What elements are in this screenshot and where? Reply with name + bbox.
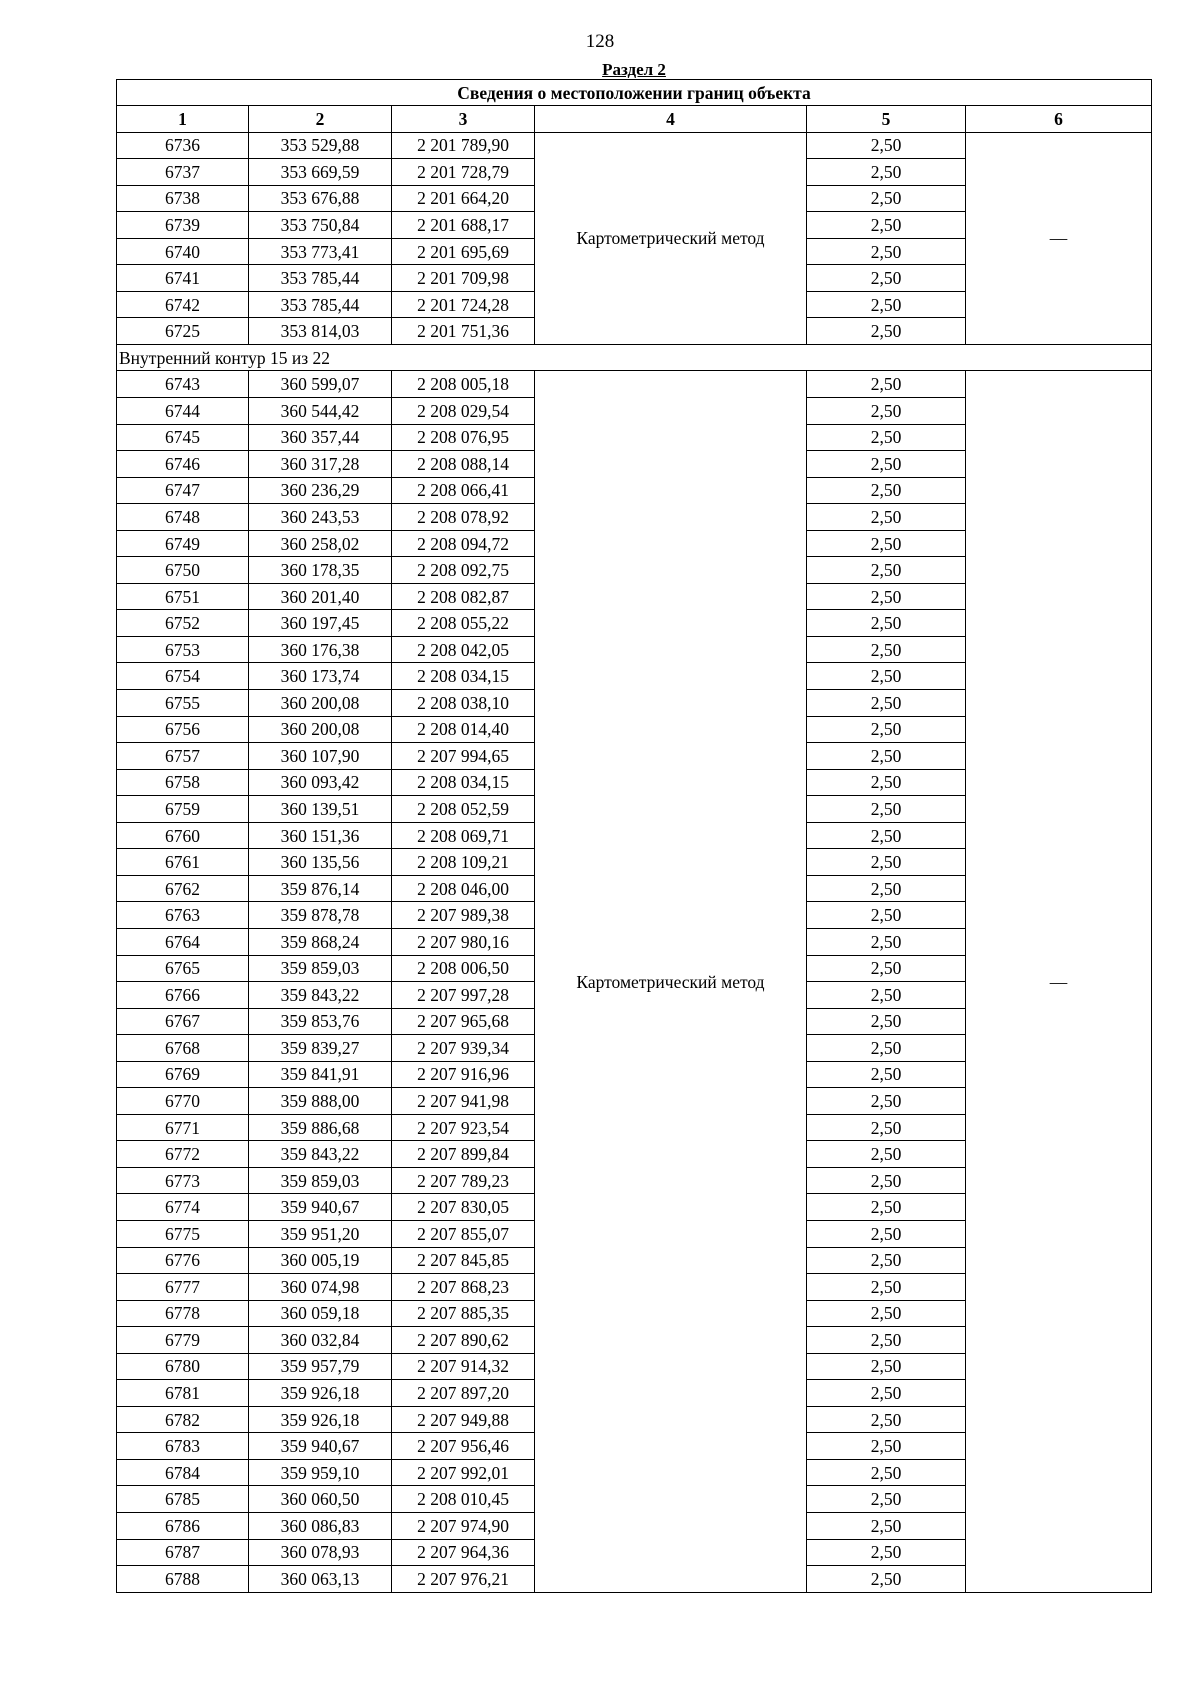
- accuracy-value: 2,50: [807, 1061, 966, 1088]
- accuracy-value: 2,50: [807, 902, 966, 929]
- coordinate-x: 359 886,68: [249, 1114, 392, 1141]
- accuracy-value: 2,50: [807, 663, 966, 690]
- contour-label-row: [117, 344, 1152, 371]
- coordinate-y: 2 208 006,50: [392, 955, 535, 982]
- accuracy-value: 2,50: [807, 1380, 966, 1407]
- coordinate-y: 2 207 885,35: [392, 1300, 535, 1327]
- coordinate-x: 360 093,42: [249, 769, 392, 796]
- coordinate-y: 2 201 695,69: [392, 238, 535, 265]
- accuracy-value: 2,50: [807, 371, 966, 398]
- coordinate-x: 353 785,44: [249, 265, 392, 292]
- accuracy-value: 2,50: [807, 185, 966, 212]
- coordinate-y: 2 208 029,54: [392, 398, 535, 425]
- coordinate-y: 2 208 042,05: [392, 636, 535, 663]
- point-number: 6768: [117, 1035, 249, 1062]
- accuracy-value: 2,50: [807, 1220, 966, 1247]
- point-number: 6762: [117, 875, 249, 902]
- accuracy-value: 2,50: [807, 716, 966, 743]
- accuracy-value: 2,50: [807, 1088, 966, 1115]
- point-number: 6788: [117, 1566, 249, 1593]
- accuracy-value: 2,50: [807, 849, 966, 876]
- coordinate-x: 359 940,67: [249, 1194, 392, 1221]
- accuracy-value: 2,50: [807, 132, 966, 159]
- accuracy-value: 2,50: [807, 265, 966, 292]
- coordinate-y: 2 208 082,87: [392, 583, 535, 610]
- accuracy-value: 2,50: [807, 1194, 966, 1221]
- point-number: 6778: [117, 1300, 249, 1327]
- accuracy-value: 2,50: [807, 928, 966, 955]
- coordinate-x: 360 197,45: [249, 610, 392, 637]
- coordinate-y: 2 208 109,21: [392, 849, 535, 876]
- coordinate-y: 2 208 055,22: [392, 610, 535, 637]
- table-row: [117, 371, 1152, 398]
- coordinate-y: 2 207 789,23: [392, 1167, 535, 1194]
- coordinate-x: 353 750,84: [249, 212, 392, 239]
- point-number: 6742: [117, 291, 249, 318]
- accuracy-value: 2,50: [807, 1327, 966, 1354]
- point-number: 6782: [117, 1406, 249, 1433]
- accuracy-value: 2,50: [807, 530, 966, 557]
- coordinate-x: 353 669,59: [249, 159, 392, 186]
- coordinate-y: 2 201 724,28: [392, 291, 535, 318]
- coordinate-x: 359 926,18: [249, 1380, 392, 1407]
- point-number: 6785: [117, 1486, 249, 1513]
- coordinate-y: 2 208 069,71: [392, 822, 535, 849]
- coordinate-x: 359 957,79: [249, 1353, 392, 1380]
- coordinate-x: 360 032,84: [249, 1327, 392, 1354]
- coordinate-x: 360 357,44: [249, 424, 392, 451]
- coordinate-x: 360 151,36: [249, 822, 392, 849]
- accuracy-value: 2,50: [807, 1512, 966, 1539]
- table-caption-row: [117, 80, 1152, 106]
- coordinate-x: 360 236,29: [249, 477, 392, 504]
- coordinate-y: 2 207 897,20: [392, 1380, 535, 1407]
- coordinate-x: 359 878,78: [249, 902, 392, 929]
- point-number: 6760: [117, 822, 249, 849]
- accuracy-value: 2,50: [807, 1167, 966, 1194]
- accuracy-value: 2,50: [807, 796, 966, 823]
- point-number: 6775: [117, 1220, 249, 1247]
- point-number: 6766: [117, 982, 249, 1009]
- coordinate-y: 2 207 989,38: [392, 902, 535, 929]
- point-number: 6755: [117, 690, 249, 717]
- column-header: 6: [966, 106, 1152, 133]
- coordinate-y: 2 201 728,79: [392, 159, 535, 186]
- accuracy-value: 2,50: [807, 1035, 966, 1062]
- table-row: [117, 132, 1152, 159]
- accuracy-value: 2,50: [807, 238, 966, 265]
- coordinate-y: 2 201 688,17: [392, 212, 535, 239]
- point-number: 6779: [117, 1327, 249, 1354]
- coordinate-y: 2 208 014,40: [392, 716, 535, 743]
- accuracy-value: 2,50: [807, 451, 966, 478]
- accuracy-value: 2,50: [807, 1247, 966, 1274]
- accuracy-value: 2,50: [807, 291, 966, 318]
- column-6-cell: —: [966, 371, 1152, 1592]
- coordinate-y: 2 207 949,88: [392, 1406, 535, 1433]
- coordinate-y: 2 207 916,96: [392, 1061, 535, 1088]
- point-number: 6747: [117, 477, 249, 504]
- accuracy-value: 2,50: [807, 318, 966, 345]
- coordinate-x: 360 599,07: [249, 371, 392, 398]
- table-head: [117, 80, 1152, 133]
- accuracy-value: 2,50: [807, 1141, 966, 1168]
- coordinate-x: 359 868,24: [249, 928, 392, 955]
- coordinate-x: 360 086,83: [249, 1512, 392, 1539]
- coordinate-y: 2 207 956,46: [392, 1433, 535, 1460]
- coordinate-x: 359 959,10: [249, 1459, 392, 1486]
- accuracy-value: 2,50: [807, 1486, 966, 1513]
- coordinate-y: 2 207 994,65: [392, 743, 535, 770]
- point-number: 6748: [117, 504, 249, 531]
- coordinate-y: 2 207 845,85: [392, 1247, 535, 1274]
- point-number: 6756: [117, 716, 249, 743]
- table-caption: Сведения о местоположении границ объекта: [117, 80, 1152, 106]
- point-number: 6754: [117, 663, 249, 690]
- point-number: 6774: [117, 1194, 249, 1221]
- accuracy-value: 2,50: [807, 822, 966, 849]
- coordinate-y: 2 207 941,98: [392, 1088, 535, 1115]
- accuracy-value: 2,50: [807, 690, 966, 717]
- coordinate-x: 360 200,08: [249, 716, 392, 743]
- point-number: 6745: [117, 424, 249, 451]
- coordinate-y: 2 207 890,62: [392, 1327, 535, 1354]
- coordinate-x: 353 785,44: [249, 291, 392, 318]
- coordinate-y: 2 208 010,45: [392, 1486, 535, 1513]
- section-title: Раздел 2: [602, 60, 666, 79]
- coordinate-x: 353 529,88: [249, 132, 392, 159]
- coordinate-y: 2 207 830,05: [392, 1194, 535, 1221]
- coordinate-y: 2 208 094,72: [392, 530, 535, 557]
- accuracy-value: 2,50: [807, 212, 966, 239]
- point-number: 6758: [117, 769, 249, 796]
- accuracy-value: 2,50: [807, 955, 966, 982]
- coordinate-x: 353 676,88: [249, 185, 392, 212]
- coordinate-y: 2 207 992,01: [392, 1459, 535, 1486]
- coordinate-y: 2 207 976,21: [392, 1566, 535, 1593]
- table-body: [117, 132, 1152, 1592]
- coordinate-y: 2 201 751,36: [392, 318, 535, 345]
- point-number: 6741: [117, 265, 249, 292]
- coordinate-x: 360 176,38: [249, 636, 392, 663]
- column-header: 5: [807, 106, 966, 133]
- point-number: 6763: [117, 902, 249, 929]
- point-number: 6787: [117, 1539, 249, 1566]
- point-number: 6751: [117, 583, 249, 610]
- point-number: 6773: [117, 1167, 249, 1194]
- accuracy-value: 2,50: [807, 398, 966, 425]
- point-number: 6725: [117, 318, 249, 345]
- accuracy-value: 2,50: [807, 743, 966, 770]
- column-header: 3: [392, 106, 535, 133]
- coordinate-x: 360 317,28: [249, 451, 392, 478]
- point-number: 6765: [117, 955, 249, 982]
- point-number: 6761: [117, 849, 249, 876]
- coordinate-y: 2 208 088,14: [392, 451, 535, 478]
- coordinate-x: 360 078,93: [249, 1539, 392, 1566]
- coordinate-y: 2 208 078,92: [392, 504, 535, 531]
- point-number: 6740: [117, 238, 249, 265]
- coordinate-x: 359 926,18: [249, 1406, 392, 1433]
- accuracy-value: 2,50: [807, 504, 966, 531]
- point-number: 6746: [117, 451, 249, 478]
- accuracy-value: 2,50: [807, 610, 966, 637]
- coordinate-y: 2 208 005,18: [392, 371, 535, 398]
- coordinate-x: 353 814,03: [249, 318, 392, 345]
- coordinate-y: 2 201 664,20: [392, 185, 535, 212]
- coordinate-y: 2 207 923,54: [392, 1114, 535, 1141]
- accuracy-value: 2,50: [807, 769, 966, 796]
- coordinate-x: 360 059,18: [249, 1300, 392, 1327]
- coordinate-x: 360 060,50: [249, 1486, 392, 1513]
- coordinate-y: 2 207 914,32: [392, 1353, 535, 1380]
- coordinate-x: 360 139,51: [249, 796, 392, 823]
- coordinate-x: 360 200,08: [249, 690, 392, 717]
- accuracy-value: 2,50: [807, 1008, 966, 1035]
- point-number: 6786: [117, 1512, 249, 1539]
- contour-label: Внутренний контур 15 из 22: [117, 344, 1152, 371]
- coordinate-x: 360 258,02: [249, 530, 392, 557]
- accuracy-value: 2,50: [807, 1300, 966, 1327]
- point-number: 6737: [117, 159, 249, 186]
- accuracy-value: 2,50: [807, 1566, 966, 1593]
- accuracy-value: 2,50: [807, 875, 966, 902]
- coordinate-x: 360 135,56: [249, 849, 392, 876]
- coordinate-y: 2 207 965,68: [392, 1008, 535, 1035]
- point-number: 6753: [117, 636, 249, 663]
- point-number: 6752: [117, 610, 249, 637]
- coordinate-x: 360 243,53: [249, 504, 392, 531]
- accuracy-value: 2,50: [807, 583, 966, 610]
- accuracy-value: 2,50: [807, 1406, 966, 1433]
- coordinate-x: 359 843,22: [249, 982, 392, 1009]
- page-number: 128: [585, 31, 615, 52]
- point-number: 6764: [117, 928, 249, 955]
- point-number: 6736: [117, 132, 249, 159]
- coordinate-x: 359 841,91: [249, 1061, 392, 1088]
- accuracy-value: 2,50: [807, 424, 966, 451]
- point-number: 6770: [117, 1088, 249, 1115]
- accuracy-value: 2,50: [807, 982, 966, 1009]
- boundary-coordinates-table: [116, 79, 1152, 1593]
- accuracy-value: 2,50: [807, 1539, 966, 1566]
- point-number: 6743: [117, 371, 249, 398]
- coordinate-y: 2 207 855,07: [392, 1220, 535, 1247]
- coordinate-y: 2 207 980,16: [392, 928, 535, 955]
- accuracy-value: 2,50: [807, 636, 966, 663]
- accuracy-value: 2,50: [807, 1114, 966, 1141]
- coordinate-x: 359 876,14: [249, 875, 392, 902]
- accuracy-value: 2,50: [807, 159, 966, 186]
- point-number: 6769: [117, 1061, 249, 1088]
- column-header-row: [117, 106, 1152, 133]
- coordinate-x: 359 951,20: [249, 1220, 392, 1247]
- coordinate-y: 2 208 034,15: [392, 769, 535, 796]
- coordinate-x: 360 544,42: [249, 398, 392, 425]
- point-number: 6784: [117, 1459, 249, 1486]
- coordinate-x: 360 063,13: [249, 1566, 392, 1593]
- coordinate-x: 360 178,35: [249, 557, 392, 584]
- point-number: 6780: [117, 1353, 249, 1380]
- accuracy-value: 2,50: [807, 1433, 966, 1460]
- coordinate-x: 360 005,19: [249, 1247, 392, 1274]
- coordinate-x: 359 859,03: [249, 1167, 392, 1194]
- point-number: 6783: [117, 1433, 249, 1460]
- coordinate-y: 2 201 789,90: [392, 132, 535, 159]
- column-header: 1: [117, 106, 249, 133]
- coordinate-x: 359 853,76: [249, 1008, 392, 1035]
- coordinate-x: 360 201,40: [249, 583, 392, 610]
- coordinate-y: 2 207 939,34: [392, 1035, 535, 1062]
- column-header: 2: [249, 106, 392, 133]
- coordinate-x: 360 107,90: [249, 743, 392, 770]
- coordinate-y: 2 207 899,84: [392, 1141, 535, 1168]
- coordinate-x: 360 074,98: [249, 1274, 392, 1301]
- point-number: 6744: [117, 398, 249, 425]
- coordinate-x: 359 940,67: [249, 1433, 392, 1460]
- coordinate-y: 2 207 964,36: [392, 1539, 535, 1566]
- point-number: 6776: [117, 1247, 249, 1274]
- method-cell: Картометрический метод: [535, 371, 807, 1592]
- coordinate-y: 2 208 052,59: [392, 796, 535, 823]
- accuracy-value: 2,50: [807, 1274, 966, 1301]
- coordinate-x: 360 173,74: [249, 663, 392, 690]
- point-number: 6750: [117, 557, 249, 584]
- point-number: 6772: [117, 1141, 249, 1168]
- point-number: 6759: [117, 796, 249, 823]
- point-number: 6739: [117, 212, 249, 239]
- coordinate-x: 359 843,22: [249, 1141, 392, 1168]
- coordinate-y: 2 208 066,41: [392, 477, 535, 504]
- coordinate-y: 2 207 974,90: [392, 1512, 535, 1539]
- point-number: 6738: [117, 185, 249, 212]
- coordinate-x: 353 773,41: [249, 238, 392, 265]
- coordinate-x: 359 839,27: [249, 1035, 392, 1062]
- accuracy-value: 2,50: [807, 1353, 966, 1380]
- accuracy-value: 2,50: [807, 557, 966, 584]
- coordinate-y: 2 207 997,28: [392, 982, 535, 1009]
- column-header: 4: [535, 106, 807, 133]
- coordinate-y: 2 208 046,00: [392, 875, 535, 902]
- coordinate-x: 359 888,00: [249, 1088, 392, 1115]
- coordinate-x: 359 859,03: [249, 955, 392, 982]
- point-number: 6777: [117, 1274, 249, 1301]
- coordinate-y: 2 207 868,23: [392, 1274, 535, 1301]
- accuracy-value: 2,50: [807, 477, 966, 504]
- column-6-cell: —: [966, 132, 1152, 344]
- point-number: 6771: [117, 1114, 249, 1141]
- coordinate-y: 2 208 034,15: [392, 663, 535, 690]
- method-cell: Картометрический метод: [535, 132, 807, 344]
- point-number: 6781: [117, 1380, 249, 1407]
- point-number: 6767: [117, 1008, 249, 1035]
- coordinate-y: 2 208 092,75: [392, 557, 535, 584]
- coordinate-y: 2 208 038,10: [392, 690, 535, 717]
- coordinate-y: 2 201 709,98: [392, 265, 535, 292]
- point-number: 6749: [117, 530, 249, 557]
- point-number: 6757: [117, 743, 249, 770]
- accuracy-value: 2,50: [807, 1459, 966, 1486]
- coordinate-y: 2 208 076,95: [392, 424, 535, 451]
